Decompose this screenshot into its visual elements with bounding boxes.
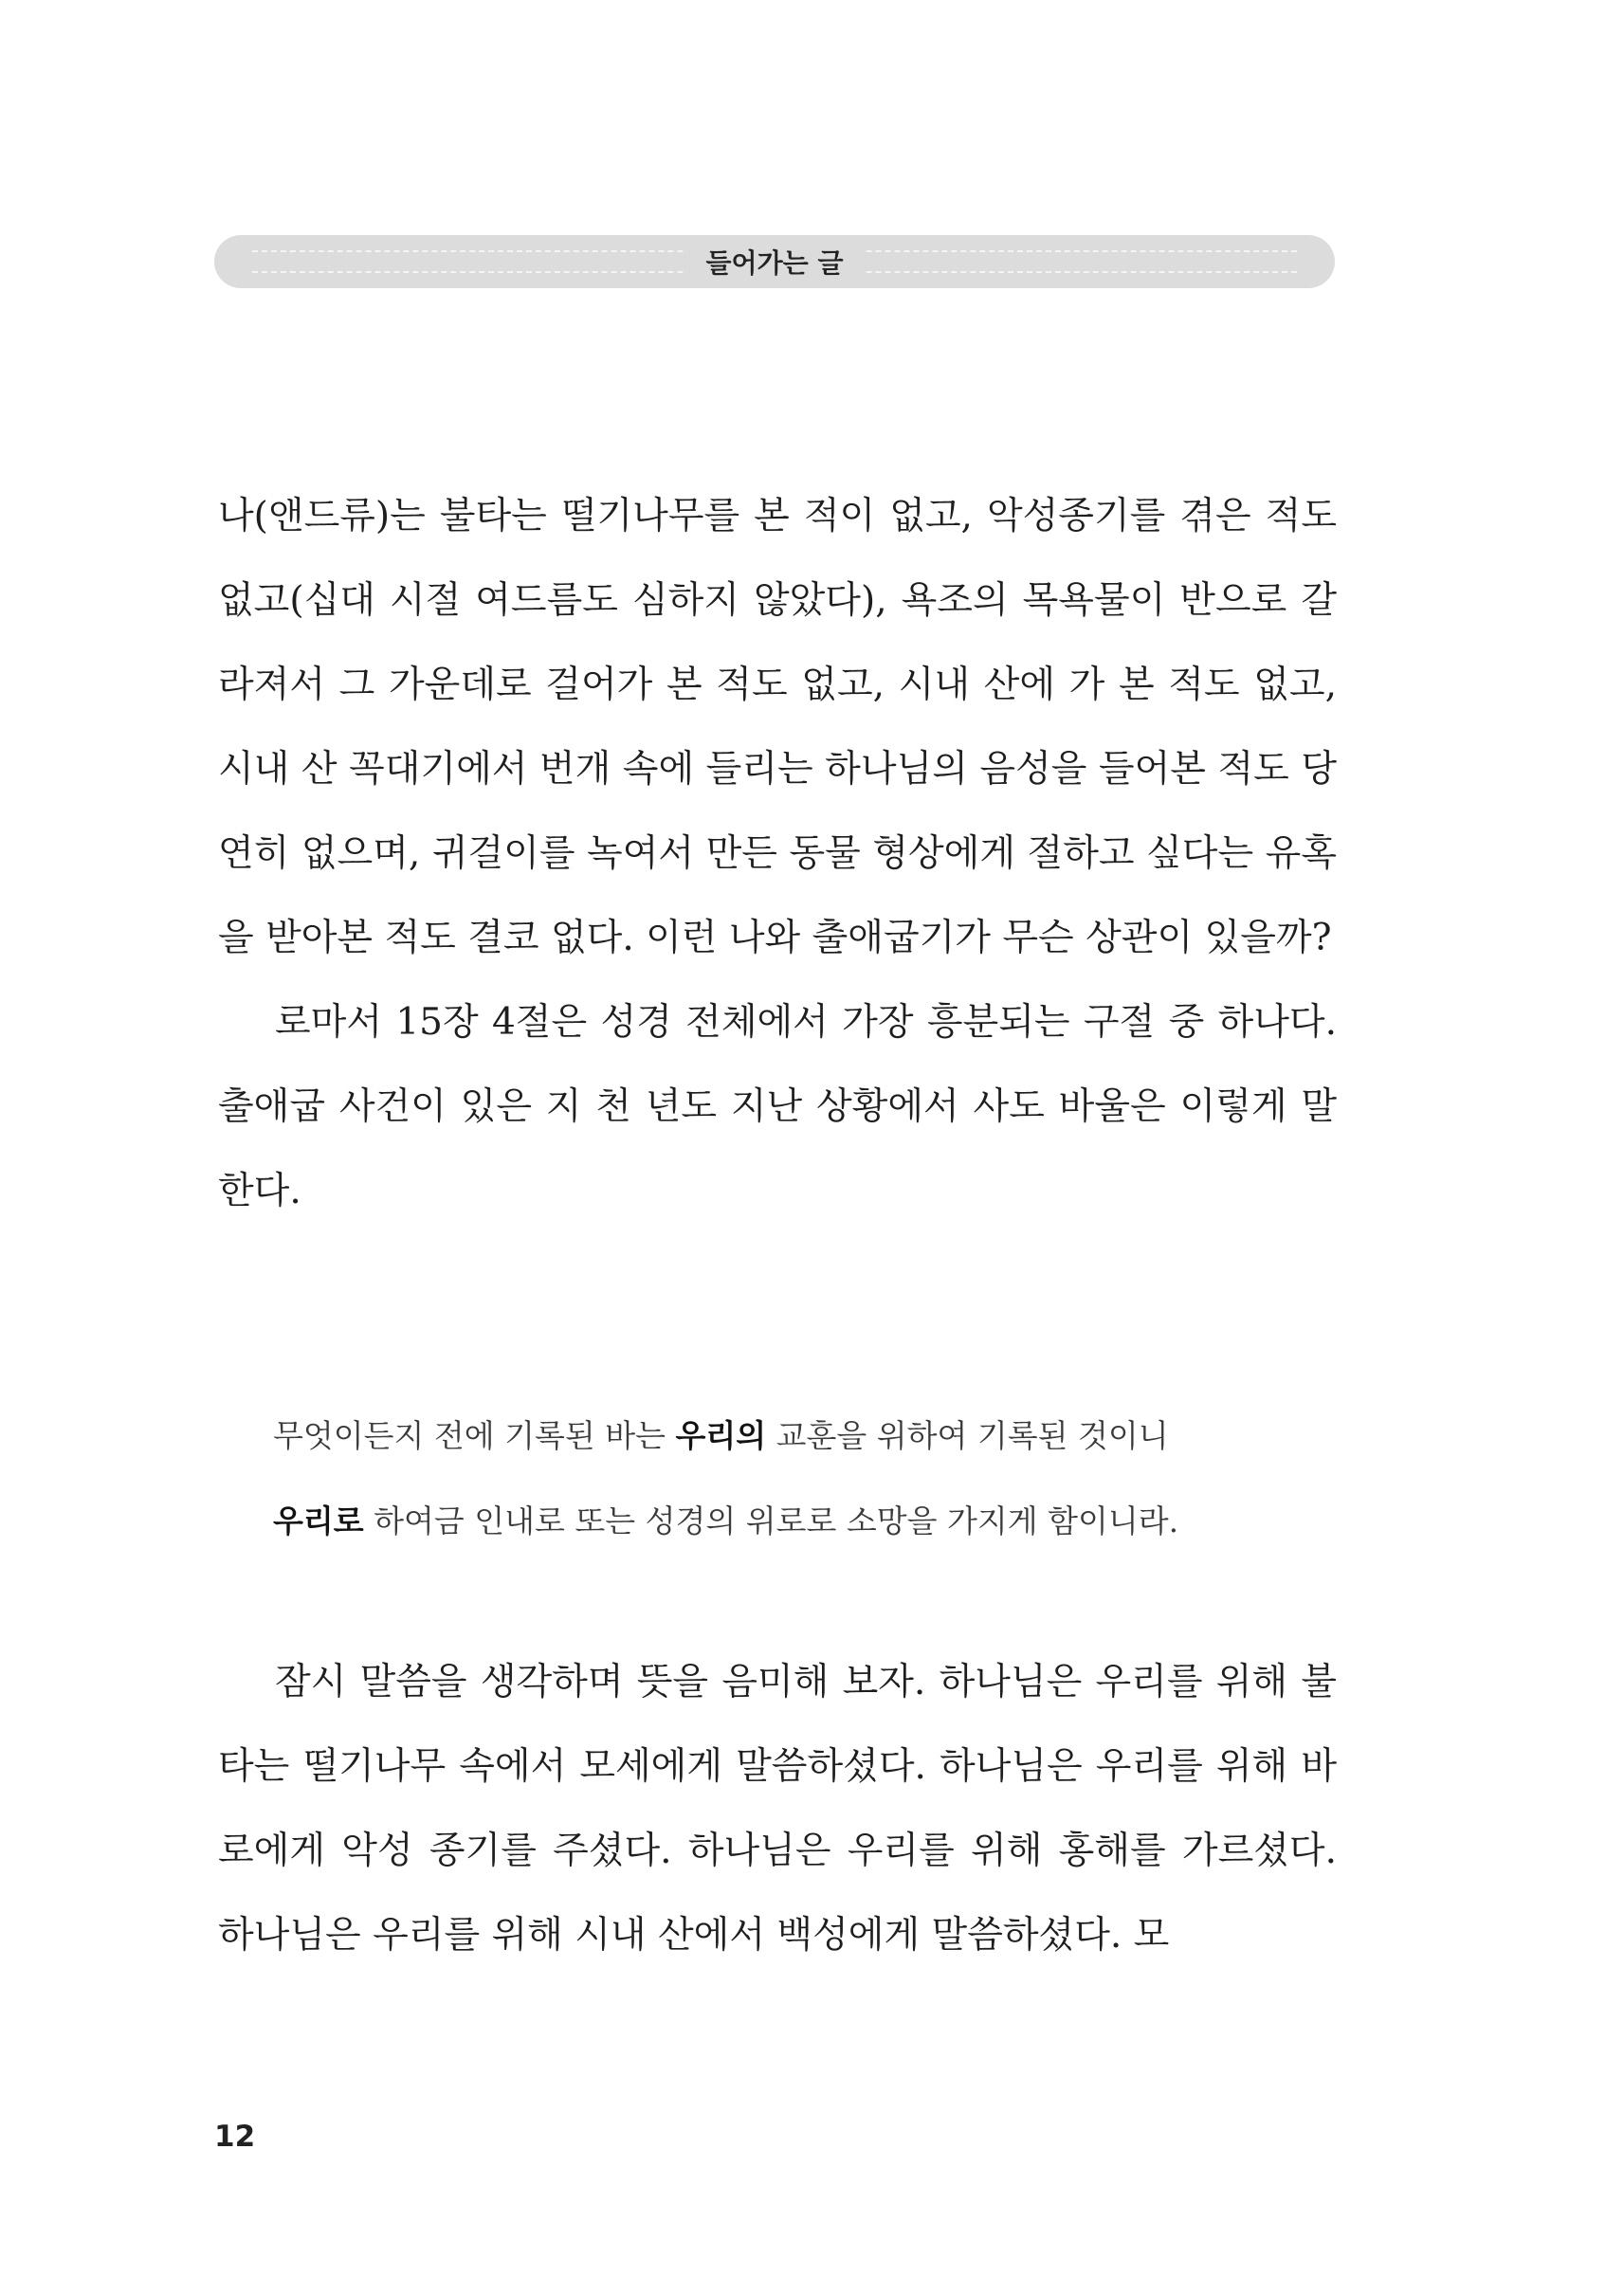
- quote-line-1-text-b: 교훈을 위하여 기록된 것이니: [766, 1417, 1169, 1454]
- quote-emphasis-our: 우리의: [675, 1417, 767, 1454]
- scripture-quote: [273, 1393, 1316, 1564]
- paragraph-1: 나(앤드류)는 불타는 떨기나무를 본 적이 없고, 악성종기를 겪은 적도 없고(십대 시절 여드름도 심하지 않았다), 욕조의 목욕물이 반으로 갈라져서 그 가운데로 걸어가 본 적도 없고, 시내 산에 가 본 적도 없고, 시내 산 꼭대기에서 번개 속에 들리는 하나님의 음성을 들어본 적도 당연히 없으며, 귀걸이를 녹여서 만든 동물 형상에게 절하고 싶다는 유혹을 받아본 적도 결코 없다. 이런 나와 출애굽기가 무슨 상관이 있을까?: [218, 495, 1337, 959]
- quote-line-1: [273, 1393, 1316, 1479]
- quote-line-2-text: 하여금 인내로 또는 성경의 위로로 소망을 가지게 함이니라.: [363, 1503, 1179, 1539]
- paragraph-2: 로마서 15장 4절은 성경 전체에서 가장 흥분되는 구절 중 하나다. 출애굽 사건이 있은 지 천 년도 지난 상황에서 사도 바울은 이렇게 말한다.: [218, 1001, 1337, 1212]
- chapter-header-band: [214, 235, 1335, 288]
- quote-line-1-text-a: 무엇이든지 전에 기록된 바는: [273, 1417, 676, 1454]
- quote-line-2: [273, 1479, 1316, 1564]
- chapter-title: 들어가는 글: [687, 243, 863, 281]
- body-text-section: [218, 474, 1337, 1233]
- quote-emphasis-us: 우리로: [273, 1503, 364, 1539]
- page-number: 12: [214, 2120, 256, 2154]
- body-text-section-2: [218, 1640, 1337, 1977]
- paragraph-3: 잠시 말씀을 생각하며 뜻을 음미해 보자. 하나님은 우리를 위해 불타는 떨기나무 속에서 모세에게 말씀하셨다. 하나님은 우리를 위해 바로에게 악성 종기를 주셨다. 하나님은 우리를 위해 홍해를 가르셨다. 하나님은 우리를 위해 시내 산에서 백성에게 말씀하셨다. 모: [218, 1661, 1337, 1957]
